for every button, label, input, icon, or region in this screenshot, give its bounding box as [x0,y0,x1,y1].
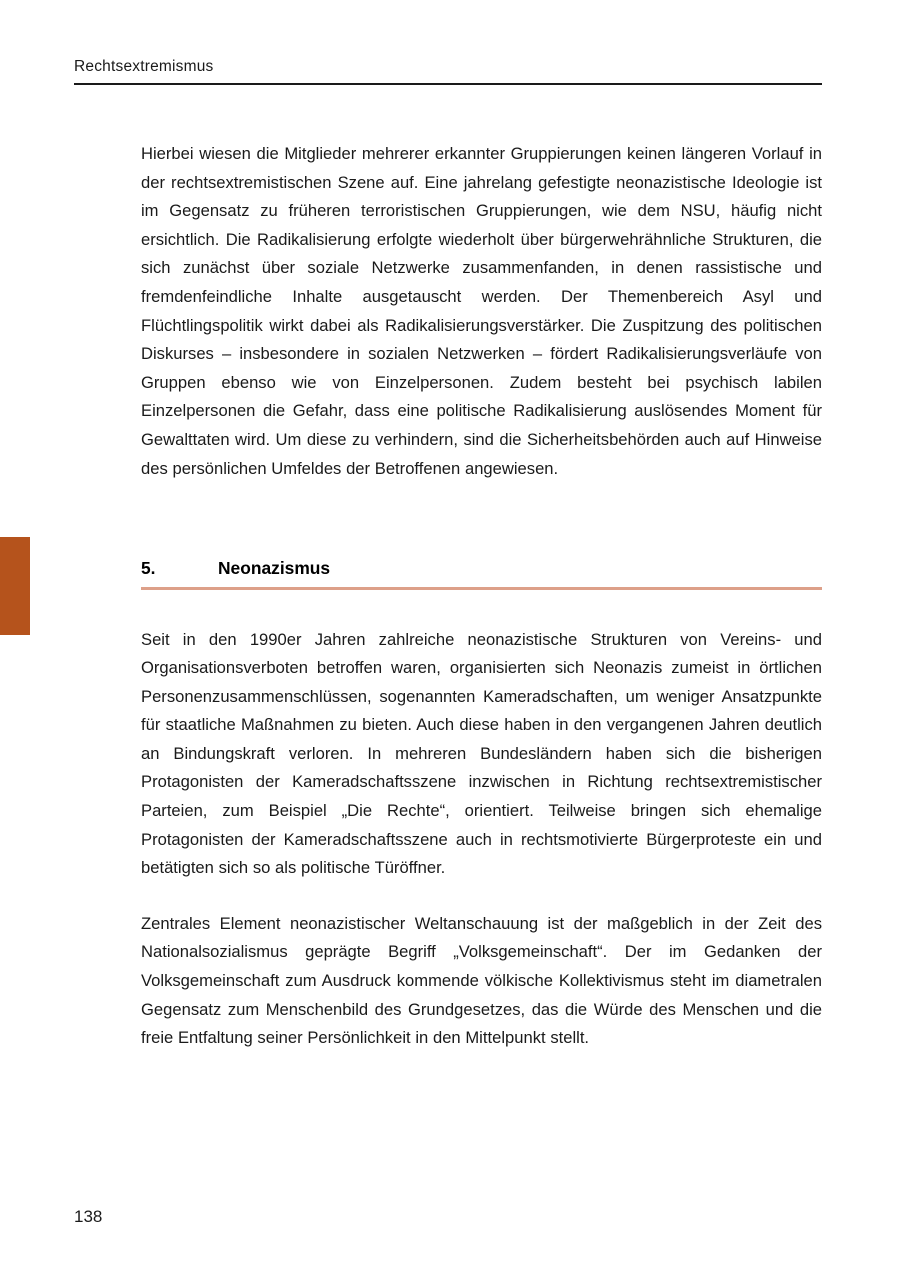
section-heading-row [141,556,822,580]
spacer [141,883,822,910]
paragraph-neonazismus-1: Seit in den 1990er Jahren zahlreiche neonazistische Strukturen von Vereins- und Organisationsverboten betroffen waren, organisierten sich Neonazis zumeist in örtlichen Personenzusammenschlüssen, sogenannten Kameradschaften, um weniger Ansatzpunkte für staatliche Maßnahmen zu bieten. Auch diese haben in den vergangenen Jahren deutlich an Bindungskraft verloren. In mehreren Bundesländern haben sich die bisherigen Protagonisten der Kameradschaftsszene inzwischen in Richtung rechtsextremistischer Parteien, zum Beispiel „Die Rechte“, orientiert. Teilweise bringen sich ehemalige Protagonisten der Kameradschaftsszene auch in rechtsmotivierte Bürgerproteste ein und betätigten sich so als politische Türöffner. [141,629,822,878]
page-number: 138 [74,1207,103,1226]
paragraph-neonazismus-2: Zentrales Element neonazistischer Weltanschauung ist der maßgeblich in der Zeit des Nationalsozialismus geprägte Begriff „Volksgemeinschaft“. Der im Gedanken der Volksgemeinschaft zum Ausdruck kommende völkische Kollektivismus steht im diametralen Gegensatz zum Menschenbild des Grundgesetzes, das die Würde des Menschen und die freie Entfaltung seiner Persönlichkeit in den Mittelpunkt stellt. [141,913,822,1048]
paragraph-intro: Hierbei wiesen die Mitglieder mehrerer erkannter Gruppierungen keinen längeren Vorlauf in der rechtsextremistischen Szene auf. Eine jahrelang gefestigte neonazistische Ideologie ist im Gegensatz zu früheren terroristischen Gruppierungen, wie dem NSU, häufig nicht ersichtlich. Die Radikalisierung erfolgte wiederholt über bürgerwehrähnliche Strukturen, die sich zunächst über soziale Netzwerke zusammenfanden, in denen rassistische und fremdenfeindliche Inhalte ausgetauscht werden. Der Themenbereich Asyl und Flüchtlingspolitik wirkt dabei als Radikalisierungsverstärker. Die Zuspitzung des politischen Diskurses – insbesondere in sozialen Netzwerken – fördert Radikalisierungsverläufe von Gruppen ebenso wie von Einzelpersonen. Zudem besteht bei psychisch labilen Einzelpersonen die Gefahr, dass eine politische Radikalisierung auslösendes Moment für Gewalttaten wird. Um diese zu verhindern, sind die Sicherheitsbehörden auch auf Hinweise des persönlichen Umfeldes der Betroffenen angewiesen. [141,144,822,478]
chapter-color-tab [0,537,30,635]
running-head [74,57,822,85]
running-head-text: Rechtsextremismus [74,58,214,75]
running-head-rule [74,83,822,85]
section-heading [141,556,822,589]
text-column [141,140,822,1053]
section-number: 5. [141,558,156,579]
section-title: Neonazismus [218,558,331,579]
spacer [141,590,822,626]
